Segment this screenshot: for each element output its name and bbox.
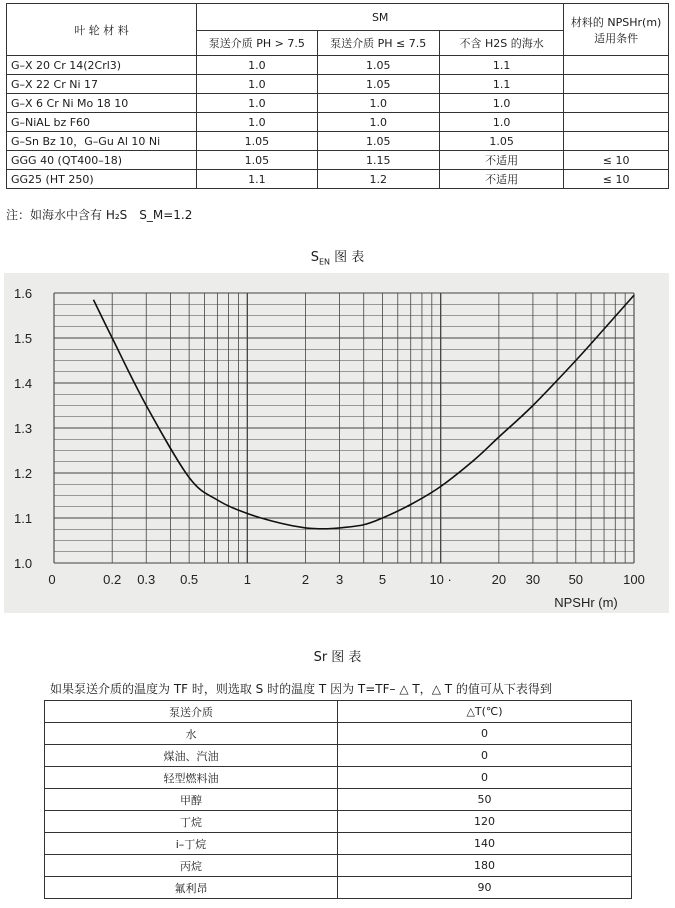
- x-tick-label: 0: [48, 572, 56, 587]
- medium-cell: i–丁烷: [45, 833, 338, 855]
- material-cell: G–Sn Bz 10，G–Gu Al 10 Ni: [7, 132, 197, 151]
- delta-t-cell: 0: [338, 745, 632, 767]
- npsh-cell: [564, 113, 669, 132]
- sm-header: SM: [197, 4, 564, 31]
- npsh-cell: ≤ 10: [564, 151, 669, 170]
- sub-header-ph-gt: 泵送介质 PH > 7.5: [197, 31, 317, 56]
- value-cell: 不适用: [439, 151, 563, 170]
- medium-cell: 丙烷: [45, 855, 338, 877]
- y-tick-label: 1.2: [14, 466, 33, 481]
- table-row: [7, 132, 669, 151]
- table-row: [7, 56, 669, 75]
- value-cell: 1.0: [439, 113, 563, 132]
- value-cell: 1.05: [197, 151, 317, 170]
- x-tick-label: 2: [301, 572, 310, 587]
- x-tick-label: 0.5: [180, 572, 199, 587]
- sen-title-main: S: [310, 250, 319, 265]
- table-row: [45, 767, 632, 789]
- value-cell: 1.05: [317, 132, 439, 151]
- table-header-row: [45, 701, 632, 723]
- x-tick-label: 10 ·: [429, 572, 452, 587]
- value-cell: 1.0: [197, 94, 317, 113]
- y-tick-label: 1.3: [14, 421, 33, 436]
- table-row: [7, 94, 669, 113]
- value-cell: 1.05: [439, 132, 563, 151]
- medium-cell: 煤油、汽油: [45, 745, 338, 767]
- npsh-cell: [564, 75, 669, 94]
- x-tick-label: 50: [568, 572, 584, 587]
- value-cell: 1.0: [439, 94, 563, 113]
- x-tick-label: 100: [623, 572, 645, 587]
- material-cell: GG25 (HT 250): [7, 170, 197, 189]
- value-cell: 1.0: [197, 75, 317, 94]
- sen-title-tail: 图 表: [330, 250, 365, 265]
- table-row: [7, 151, 669, 170]
- value-cell: 1.0: [197, 56, 317, 75]
- x-tick-label: 1: [243, 572, 251, 587]
- material-cell: G–X 22 Cr Ni 17: [7, 75, 197, 94]
- material-cell: GGG 40 (QT400–18): [7, 151, 197, 170]
- table-row: [45, 811, 632, 833]
- value-cell: 1.15: [317, 151, 439, 170]
- npsh-cell: [564, 56, 669, 75]
- table-row: [7, 170, 669, 189]
- x-tick-label: 3: [335, 572, 344, 587]
- x-tick-label: 5: [378, 572, 387, 587]
- npsh-header-line2: 适用条件: [594, 31, 639, 45]
- sen-chart-title: [0, 246, 675, 267]
- y-tick-label: 1.4: [14, 376, 33, 391]
- medium-cell: 丁烷: [45, 811, 338, 833]
- material-cell: G–NiAL bz F60: [7, 113, 197, 132]
- table-row: [45, 833, 632, 855]
- table-row: [45, 855, 632, 877]
- table-row: [7, 113, 669, 132]
- delta-t-cell: 0: [338, 723, 632, 745]
- sen-chart: [4, 273, 669, 613]
- table-row: [45, 723, 632, 745]
- npsh-cell: [564, 132, 669, 151]
- value-cell: 1.0: [317, 113, 439, 132]
- npsh-header: [564, 4, 669, 56]
- value-cell: 不适用: [439, 170, 563, 189]
- x-tick-label: 0.2: [103, 572, 122, 587]
- x-tick-label: 30: [525, 572, 541, 587]
- medium-cell: 甲醇: [45, 789, 338, 811]
- sr-intro-text: 如果泵送介质的温度为 TF 时，则选取 S 时的温度 T 因为 T=TF– △ T，△ T 的值可从下表得到: [50, 682, 552, 696]
- sub-header-seawater: 不含 H2S 的海水: [439, 31, 563, 56]
- material-header: 叶 轮 材 料: [7, 4, 197, 56]
- delta-t-cell: 120: [338, 811, 632, 833]
- value-cell: 1.1: [197, 170, 317, 189]
- delta-t-cell: 50: [338, 789, 632, 811]
- y-tick-label: 1.0: [14, 556, 33, 571]
- table-row: [45, 877, 632, 899]
- medium-header: 泵送介质: [45, 701, 338, 723]
- value-cell: 1.05: [197, 132, 317, 151]
- table-row: [7, 75, 669, 94]
- value-cell: 1.1: [439, 56, 563, 75]
- npsh-header-line1: 材料的 NPSHr(m): [570, 15, 662, 29]
- y-tick-label: 1.6: [14, 286, 33, 301]
- npsh-cell: [564, 94, 669, 113]
- y-tick-label: 1.1: [14, 511, 33, 526]
- table-row: [45, 745, 632, 767]
- seawater-note: 注：如海水中含有 H₂S S_M=1.2: [6, 208, 193, 222]
- delta-t-cell: 140: [338, 833, 632, 855]
- sen-title-sub: EN: [318, 257, 331, 267]
- delta-t-cell: 90: [338, 877, 632, 899]
- medium-cell: 轻型燃料油: [45, 767, 338, 789]
- medium-cell: 水: [45, 723, 338, 745]
- y-tick-label: 1.5: [14, 331, 33, 346]
- material-cell: G–X 6 Cr Ni Mo 18 10: [7, 94, 197, 113]
- sub-header-ph-le: 泵送介质 PH ≤ 7.5: [317, 31, 439, 56]
- delta-t-table: [44, 700, 632, 899]
- value-cell: 1.2: [317, 170, 439, 189]
- value-cell: 1.05: [317, 56, 439, 75]
- sen-chart-panel: [4, 273, 669, 613]
- x-tick-label: 20: [491, 572, 507, 587]
- table-row: [45, 789, 632, 811]
- value-cell: 1.0: [197, 113, 317, 132]
- medium-cell: 氟利昂: [45, 877, 338, 899]
- delta-t-cell: 180: [338, 855, 632, 877]
- sr-chart-title: Sr 图 表: [313, 650, 362, 665]
- delta-t-header: △T(℃): [338, 701, 632, 723]
- delta-t-cell: 0: [338, 767, 632, 789]
- value-cell: 1.05: [317, 75, 439, 94]
- x-axis-label: NPSHr (m): [554, 595, 618, 610]
- value-cell: 1.1: [439, 75, 563, 94]
- material-sm-table: [6, 3, 669, 189]
- x-tick-label: 0.3: [137, 572, 156, 587]
- npsh-cell: ≤ 10: [564, 170, 669, 189]
- value-cell: 1.0: [317, 94, 439, 113]
- material-cell: G–X 20 Cr 14(2Crl3): [7, 56, 197, 75]
